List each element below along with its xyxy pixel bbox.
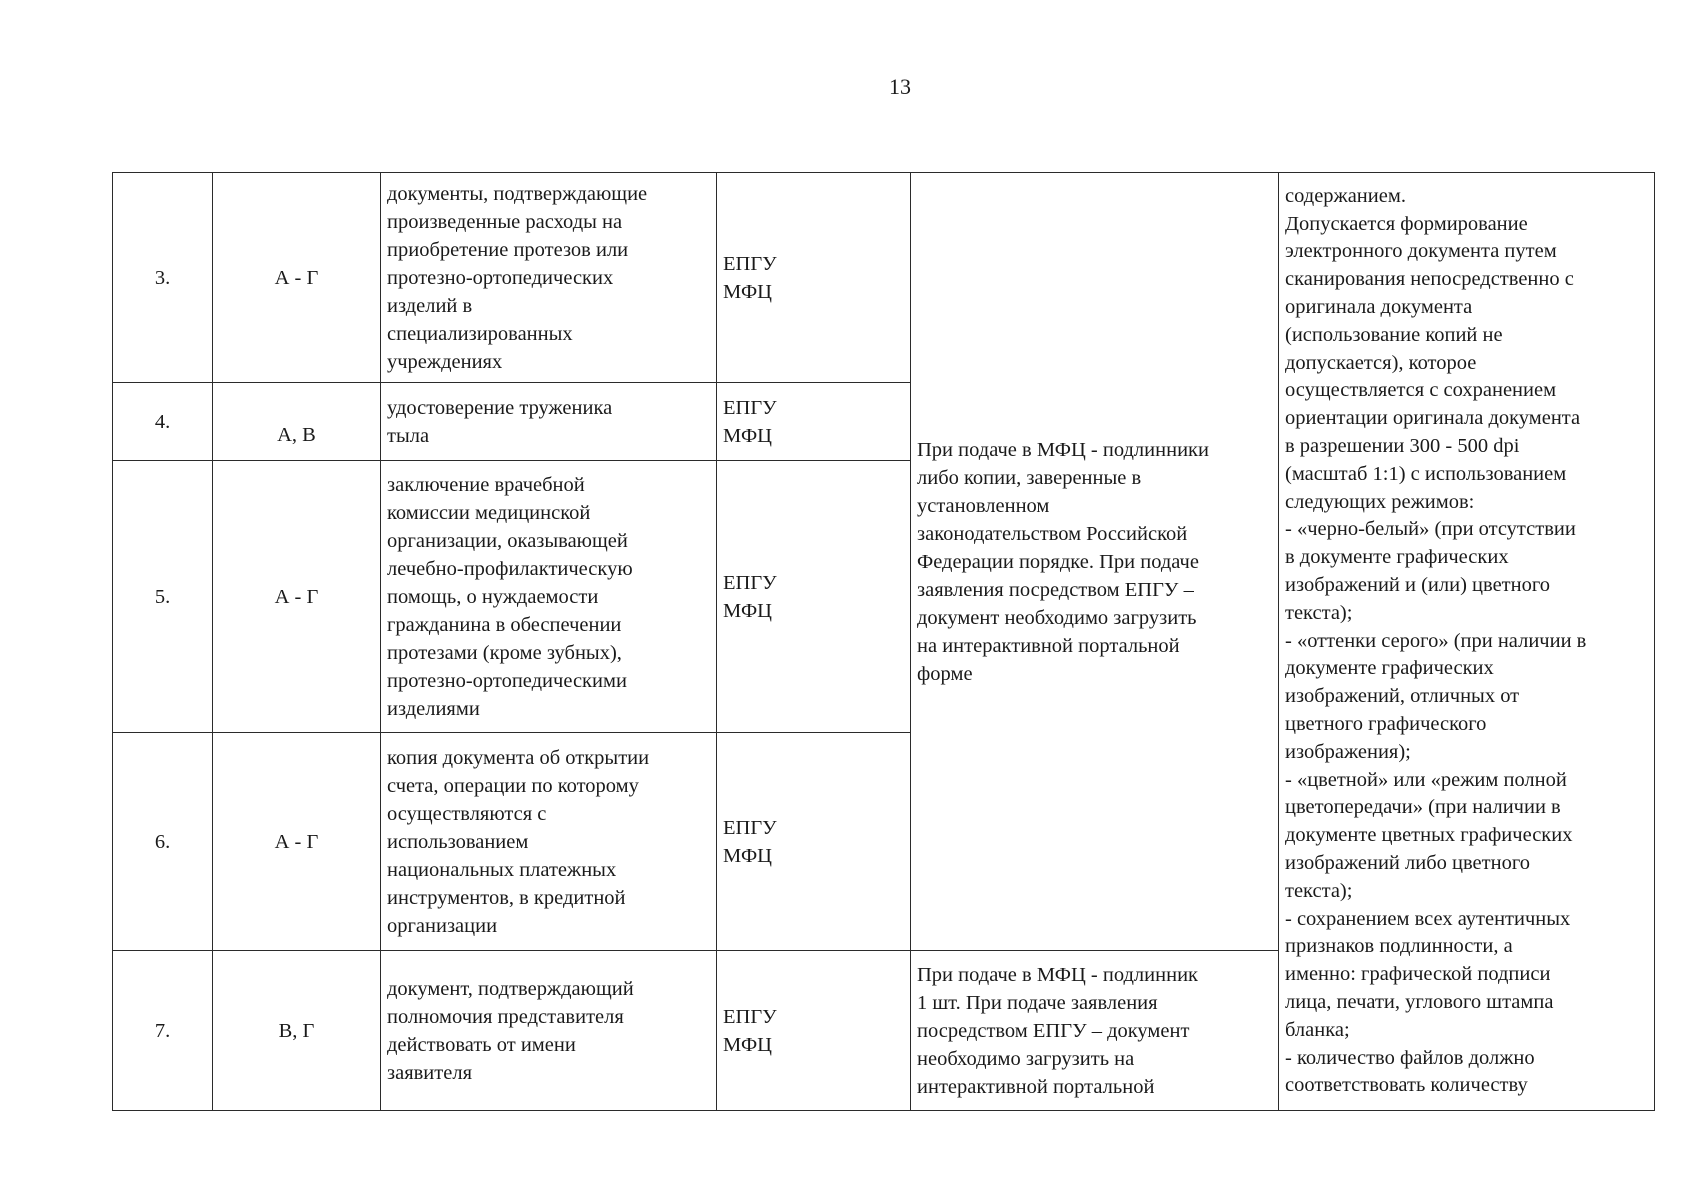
note-line: изображений, отличных от <box>1285 685 1520 708</box>
source-label: ЕПГУ <box>723 571 777 594</box>
row-number: 6. <box>113 733 213 951</box>
note-line: документе цветных графических <box>1285 824 1573 847</box>
description-line: приобретение протезов или <box>387 238 629 261</box>
description-line: изделий в <box>387 294 473 317</box>
description-line: протезами (кроме зубных), <box>387 641 622 664</box>
row-sources <box>717 173 911 383</box>
description-line: произведенные расходы на <box>387 210 623 233</box>
source-label: МФЦ <box>723 1033 772 1056</box>
note-line: - сохранением всех аутентичных <box>1285 907 1571 930</box>
note-line: допускается), которое <box>1285 351 1477 374</box>
description-line: полномочия представителя <box>387 1005 624 1028</box>
note-line: сканирования непосредственно с <box>1285 268 1574 291</box>
description-line: счета, операции по которому <box>387 774 639 797</box>
note-line: следующих режимов: <box>1285 490 1475 513</box>
note-line: - «оттенки серого» (при наличии в <box>1285 629 1587 652</box>
description-line: тыла <box>387 424 430 447</box>
requirement-line: либо копии, заверенные в <box>917 466 1142 489</box>
note-line: изображений либо цветного <box>1285 851 1530 874</box>
description-line: инструментов, в кредитной <box>387 886 626 909</box>
requirement-line: документ необходимо загрузить <box>917 606 1197 629</box>
requirement-line: форме <box>917 662 973 685</box>
note-line: в разрешении 300 - 500 dpi <box>1285 435 1520 458</box>
description-line: комиссии медицинской <box>387 501 591 524</box>
page-number: 13 <box>889 74 911 99</box>
description-line: учреждениях <box>387 350 503 373</box>
note-line: - количество файлов должно <box>1285 1046 1535 1069</box>
row-description <box>381 951 717 1111</box>
description-line: заключение врачебной <box>387 473 585 496</box>
row-description <box>381 461 717 733</box>
note-line: соответствовать количеству <box>1285 1074 1528 1097</box>
note-line: содержанием. <box>1285 184 1406 207</box>
row-sources <box>717 383 911 461</box>
requirement-line: посредством ЕПГУ – документ <box>917 1019 1190 1042</box>
note-line: Допускается формирование <box>1285 212 1528 235</box>
description-line: национальных платежных <box>387 858 617 881</box>
row-categories <box>213 383 381 461</box>
documents-table <box>112 172 1655 1111</box>
note-line: осуществляется с сохранением <box>1285 379 1557 402</box>
row-sources <box>717 733 911 951</box>
note-line: оригинала документа <box>1285 296 1473 319</box>
note-line: изображений и (или) цветного <box>1285 574 1551 596</box>
source-label: ЕПГУ <box>723 1005 777 1028</box>
description-line: удостоверение труженика <box>387 396 613 419</box>
note-line: изображения); <box>1285 740 1411 763</box>
note-line: - «черно-белый» (при отсутствии <box>1285 518 1576 541</box>
note-line: в документе графических <box>1285 546 1509 569</box>
description-line: организации <box>387 914 498 937</box>
description-line: изделиями <box>387 697 480 720</box>
description-line: помощь, о нуждаемости <box>387 585 599 608</box>
source-label: ЕПГУ <box>723 816 777 839</box>
row-categories: В, Г <box>213 951 381 1111</box>
note-line: текста); <box>1285 601 1353 624</box>
description-line: осуществляются с <box>387 802 547 825</box>
note-line: документе графических <box>1285 657 1494 680</box>
row-sources <box>717 951 911 1111</box>
note-line: (масштаб 1:1) с использованием <box>1285 462 1567 485</box>
description-line: действовать от имени <box>387 1033 576 1056</box>
description-line: использованием <box>387 830 529 853</box>
note-line: бланка; <box>1285 1018 1350 1041</box>
source-label: МФЦ <box>723 599 772 622</box>
description-line: организации, оказывающей <box>387 529 628 552</box>
source-label: МФЦ <box>723 844 772 867</box>
requirement-line: При подаче в МФЦ - подлинник <box>917 963 1198 986</box>
requirements-cell-row-7 <box>911 951 1279 1111</box>
row-number: 7. <box>113 951 213 1111</box>
row-categories: А - Г <box>213 173 381 383</box>
requirement-line: на интерактивной портальной <box>917 634 1180 657</box>
requirement-line: 1 шт. При подаче заявления <box>917 991 1158 1014</box>
requirement-line: интерактивной портальной <box>917 1075 1155 1098</box>
description-line: протезно-ортопедическими <box>387 669 627 692</box>
row-description <box>381 733 717 951</box>
source-label: МФЦ <box>723 280 772 303</box>
source-label: МФЦ <box>723 424 772 447</box>
requirement-line: законодательством Российской <box>917 522 1188 545</box>
row-categories: А - Г <box>213 461 381 733</box>
note-line: признаков подлинности, а <box>1285 935 1513 958</box>
note-line: электронного документа путем <box>1285 240 1557 263</box>
row-description <box>381 173 717 383</box>
row-categories-text: А, В <box>277 423 316 446</box>
description-line: гражданина в обеспечении <box>387 613 622 636</box>
description-line: документы, подтверждающие <box>387 182 648 205</box>
note-line: цветопередачи» (при наличии в <box>1285 796 1561 819</box>
row-categories: А - Г <box>213 733 381 951</box>
note-line: лица, печати, углового штампа <box>1285 990 1554 1013</box>
row-description <box>381 383 717 461</box>
description-line: копия документа об открытии <box>387 746 650 769</box>
description-line: специализированных <box>387 322 573 345</box>
row-number: 4. <box>113 383 213 461</box>
description-line: документ, подтверждающий <box>387 977 634 1000</box>
source-label: ЕПГУ <box>723 396 777 419</box>
requirement-line: необходимо загрузить на <box>917 1047 1135 1070</box>
requirements-cell <box>911 173 1279 951</box>
note-line: ориентации оригинала документа <box>1285 407 1581 430</box>
note-line: - «цветной» или «режим полной <box>1285 768 1567 791</box>
row-number: 3. <box>113 173 213 383</box>
requirement-line: При подаче в МФЦ - подлинники <box>917 438 1209 461</box>
description-line: лечебно-профилактическую <box>387 557 633 580</box>
description-line: протезно-ортопедических <box>387 266 614 289</box>
source-label: ЕПГУ <box>723 252 777 275</box>
row-sources <box>717 461 911 733</box>
description-line: заявителя <box>387 1061 472 1084</box>
requirement-line: заявления посредством ЕПГУ – <box>917 578 1194 601</box>
table-row <box>113 173 1655 383</box>
note-line: цветного графического <box>1285 712 1487 735</box>
requirement-line: установленном <box>917 494 1050 517</box>
note-line: (использование копий не <box>1285 323 1503 346</box>
row-number: 5. <box>113 461 213 733</box>
requirement-line: Федерации порядке. При подаче <box>917 550 1199 573</box>
note-line: именно: графической подписи <box>1285 963 1551 986</box>
notes-cell <box>1279 173 1655 1111</box>
note-line: текста); <box>1285 879 1353 902</box>
